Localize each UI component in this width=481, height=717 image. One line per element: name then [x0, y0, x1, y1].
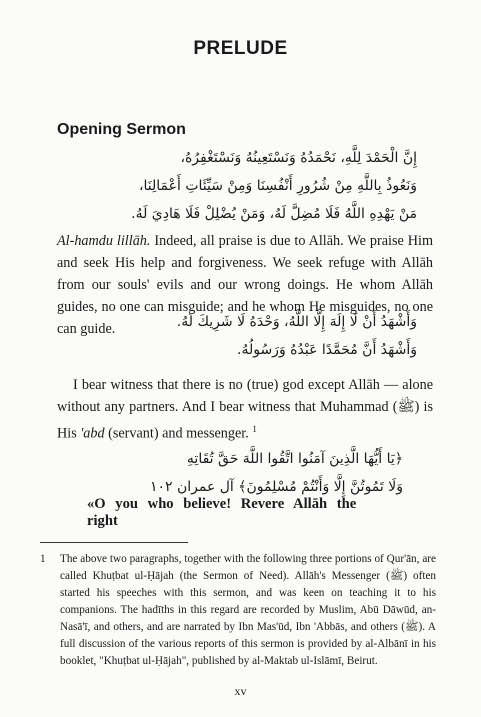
arabic-quran-verse: [150, 445, 403, 501]
transliteration: Al-hamdu lillāh.: [57, 233, 151, 249]
arabic-line: وَأَشْهَدُ أَنَّ مُحَمَّدًا عَبْدُهُ وَرَسُولُهُ.: [237, 342, 417, 358]
section-heading: Opening Sermon: [57, 121, 186, 138]
footnote-reference: 1: [252, 424, 257, 434]
arabic-sermon-text: [131, 144, 417, 228]
arabic-line: وَنَعُوذُ بِاللَّهِ مِنْ شُرُورِ أَنْفُسِنَا وَمِنْ سَيِّئَاتِ أَعْمَالِنَا،: [139, 178, 417, 194]
verse-translation: «O you who believe! Revere Allāh the right: [87, 496, 357, 529]
paragraph-text: Indeed, all praise is due to Allāh. We praise Him and seek His help and forgiveness. We seek refuge with Allāh from our souls' evils and our wrong doings. He whom Allāh guides, no one can misguide; and he whom He misguides, no one can guide.: [57, 233, 433, 337]
footnote-divider: [40, 542, 188, 543]
arabic-line: إِنَّ الْحَمْدَ لِلَّهِ، نَحْمَدُهُ وَنَسْتَعِينُهُ وَنَسْتَغْفِرُهُ،: [180, 150, 417, 166]
page-number: xv: [234, 684, 247, 698]
arabic-line: ﴿يَا أَيُّهَا الَّذِينَ آمَنُوا اتَّقُوا اللَّهَ حَقَّ تُقَاتِهِ: [186, 451, 403, 467]
footnote-text: The above two paragraphs, together with the following three portions of Qur'ān, are called Khuṭbat ul-Ḥājah (the Sermon of Need). Allāh's Messenger (ﷺ) often started his speeches with this sermon, and was keen on teaching it to his companions. The hadīths in this regard are recorded by Muslim, Abū Dāwūd, an-Nasā'ī, and others, and are narrated by Ibn Mas'ūd, Ibn 'Abbās, and others (ﷺ). A full discussion of the various reports of this sermon is provided by al-Albānī in his booklet, "Khuṭbat ul-Ḥājah", published by al-Maktab ul-Islāmī, Beirut.: [60, 553, 436, 667]
transliteration: 'abd: [80, 425, 105, 442]
footnote: [40, 551, 436, 670]
footnote-number: 1: [40, 553, 46, 565]
arabic-line: وَأَشْهَدُ أَنْ لَا إِلَهَ إِلَّا اللَّهُ، وَحْدَهُ لَا شَرِيكَ لَهُ.: [176, 314, 417, 330]
paragraph-text: I bear witness that there is no (true) god except Allāh — alone without any partners. And I bear witness that Muhammad (ﷺ) is His: [57, 377, 433, 442]
arabic-line: وَلَا تَمُوتُنَّ إِلَّا وَأَنْتُمْ مُسْلِمُونَ﴾ آل عمران ١٠٢: [149, 479, 403, 495]
arabic-line: مَنْ يَهْدِهِ اللَّهُ فَلَا مُضِلَّ لَهُ، وَمَنْ يُضْلِلْ فَلَا هَادِيَ لَهُ.: [131, 206, 417, 222]
page-title: PRELUDE: [193, 38, 288, 59]
arabic-testimony-text: [177, 308, 417, 364]
paragraph-text: (servant) and messenger.: [104, 425, 253, 442]
translation-paragraph-2: [57, 374, 433, 445]
